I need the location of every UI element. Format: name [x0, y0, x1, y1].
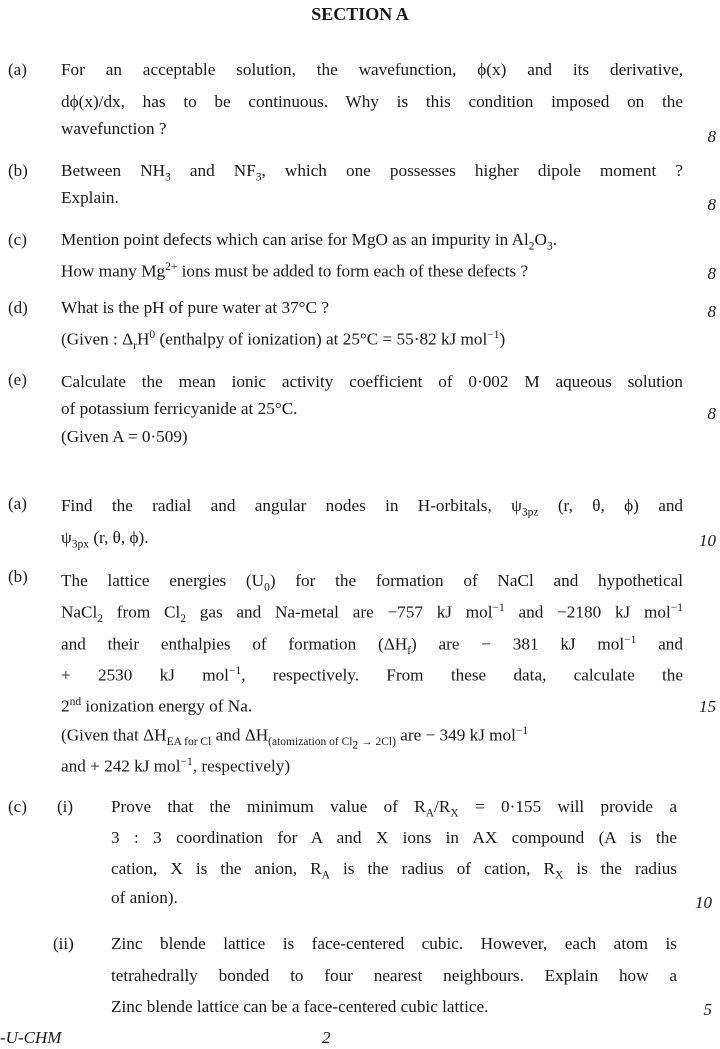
q1b-marks: 8 [707, 195, 716, 214]
q2c-ii-label: (ii) [53, 934, 74, 953]
q2b-label: (b) [8, 567, 28, 586]
q2b-line-2: NaCl$_2$ from $Cl_2$ gas and Na-metal are −757 kJ mol$^{-1}$ and −2180 kJ mol$^{-1}$ [61, 602, 683, 626]
q2c-ii-line-3: Zinc blende lattice can be a face-centered cubic lattice. [111, 997, 489, 1016]
q1d-line-1: What is the pH of pure water at 37°C ? [61, 298, 329, 317]
q2a-line-1: Find the radial and angular nodes in H-orbitals, $\psi_{3pz}$ (r, θ, ϕ) and [61, 496, 684, 519]
page-number: 2 [322, 1028, 331, 1047]
q1c-label: (c) [8, 230, 27, 249]
footer-code: -U-CHM [0, 1028, 62, 1047]
q1e-line-3: (Given A = 0·509) [61, 427, 188, 446]
q1b-line-2: Explain. [61, 188, 119, 207]
q1a-marks: 8 [707, 127, 716, 146]
q2b-line-4: + 2530 kJ mol$^{-1}$, respectively. From these data, calculate the [61, 665, 684, 685]
q1d-label: (d) [8, 298, 28, 317]
q2b-line-3: and their enthalpies of formation $(\Delta H_f)$ are − 381 kJ mol$^{-1}$ and [61, 634, 683, 658]
q2a-line-2: $\psi_{3px}$ (r, θ, ϕ). [61, 528, 149, 551]
q2b-line-6: (Given that $\Delta H_{EA for Cl}$ and $\Delta H_{(atomization of Cl_2 \to 2Cl)}$ are − 349 kJ mol$^{-1}$ [61, 725, 529, 752]
q2b-marks: 15 [699, 697, 716, 716]
q2c-i-line-2: 3 : 3 coordination for A and X ions in AX compound (A is the [111, 828, 677, 847]
q2b-line-5: 2nd ionization energy of Na. [61, 696, 253, 716]
q1e-label: (e) [8, 370, 27, 389]
q1a-line-2: dϕ(x)/dx, has to be continuous. Why is this condition imposed on the [61, 92, 683, 111]
q1a-label: (a) [8, 60, 27, 79]
q2c-ii-marks: 5 [703, 1000, 712, 1019]
q2b-line-7: and + 242 kJ mol$^{-1}$, respectively) [61, 756, 291, 776]
section-heading: SECTION A [311, 4, 409, 24]
q1d-marks: 8 [707, 302, 716, 321]
q2c-i-line-4: of anion). [111, 888, 178, 907]
q1e-line-1: Calculate the mean ionic activity coefficient of 0·002 M aqueous solution [61, 372, 683, 391]
q2c-i-line-1: Prove that the minimum value of $R_A/R_X = 0\cdot 155$ will provide a [111, 797, 677, 820]
q2c-i-marks: 10 [695, 893, 712, 912]
q2b-line-1: The lattice energies $(U_0)$ for the formation of NaCl and hypothetical [61, 571, 683, 594]
q1b-line-1: Between $NH_3$ and $NF_3$, which one possesses higher dipole moment ? [61, 161, 683, 184]
q1e-line-2: of potassium ferricyanide at 25°C. [61, 399, 298, 418]
q2a-marks: 10 [699, 531, 716, 550]
q2c-label: (c) [8, 797, 27, 816]
q1e-marks: 8 [707, 404, 716, 423]
q2a-label: (a) [8, 494, 27, 513]
q1a-line-3: wavefunction ? [61, 119, 167, 138]
q1c-marks: 8 [707, 264, 716, 283]
q1a-line-1: For an acceptable solution, the wavefunction, ϕ(x) and its derivative, [61, 60, 683, 79]
q1d-line-2: (Given : $\Delta_rH^0$ (enthalpy of ionization) at 25°C = 55·82 kJ mol$^{-1}$) [61, 329, 506, 353]
q1c-line-1: Mention point defects which can arise for MgO as an impurity in $Al_2O_3$. [61, 230, 557, 253]
q2c-i-label: (i) [57, 797, 74, 816]
q1c-line-2: How many $Mg^{2+}$ ions must be added to form each of these defects ? [61, 261, 529, 281]
q2c-ii-line-2: tetrahedrally bonded to four nearest neighbours. Explain how a [111, 966, 677, 985]
q2c-i-line-3: cation, X is the anion, $R_A$ is the radius of cation, $R_X$ is the radius [111, 859, 677, 882]
q2c-ii-line-1: Zinc blende lattice is face-centered cubic. However, each atom is [111, 934, 677, 953]
q1b-label: (b) [8, 161, 28, 180]
